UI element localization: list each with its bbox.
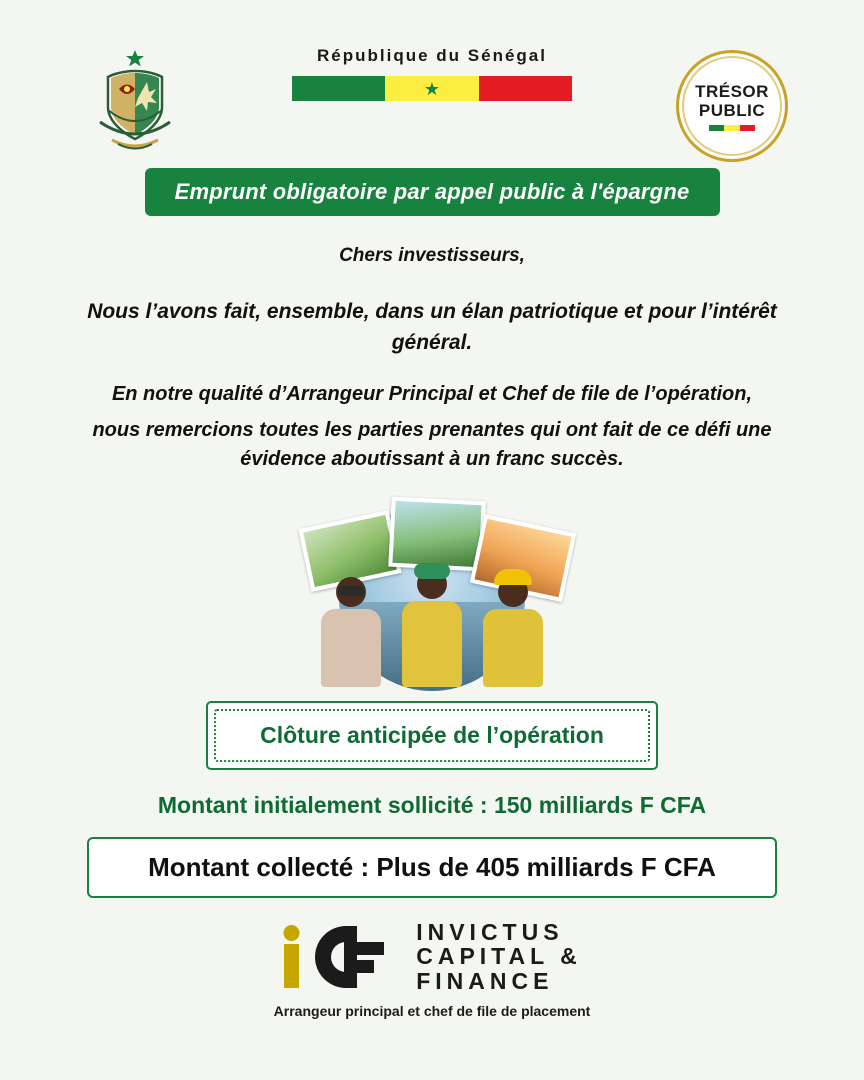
person-vr-headset [321,577,381,687]
icf-logo [282,920,582,993]
header [0,0,864,160]
footer [0,920,864,1019]
coat-of-arms-icon [88,44,182,154]
icf-logo-wordmark [416,920,582,993]
tresor-logo-line1: TRÉSOR [695,81,769,101]
senegal-flag-icon [292,76,572,101]
icf-word-invictus: INVICTUS [416,919,564,946]
country-title: République du Sénégal [317,46,547,65]
collage-people [317,569,547,687]
person-engineer [483,577,543,687]
tresor-logo-flag-icon [709,125,755,131]
amount-collected-text: Montant collecté : Plus de 405 milliards F CFA [148,852,716,883]
letter-paragraph-3: nous remercions toutes les parties prenantes qui ont fait de ce défi une évidence aboutissant à un franc succès. [92,418,772,471]
collage-photo-landscape [388,497,486,572]
image-collage [282,497,582,687]
letter-body [72,242,792,475]
closure-box [206,701,658,770]
flag-star-icon: ★ [423,78,441,99]
letter-paragraph-1: Nous l’avons fait, ensemble, dans un élan patriotique et pour l’intérêt général. [87,300,777,355]
letter-salutation: Chers investisseurs, [339,245,525,266]
icf-word-capital: CAPITAL & [416,943,582,970]
amount-collected-box [87,837,777,898]
footer-caption: Arrangeur principal et chef de file de placement [273,1002,591,1019]
banner-title: Emprunt obligatoire par appel public à l'épargne [174,179,690,204]
icf-logo-mark-icon [282,924,402,990]
icf-word-finance: FINANCE [416,967,554,994]
tresor-public-logo [676,50,788,162]
person-farmer [402,569,462,687]
letter-paragraph-2: En notre qualité d’Arrangeur Principal et Chef de file de l’opération, [111,383,753,406]
country-identity [272,46,592,101]
title-banner [145,168,720,216]
closure-text: Clôture anticipée de l’opération [260,722,604,749]
tresor-logo-line2: PUBLIC [698,100,766,120]
amount-initial: Montant initialement sollicité : 150 milliards F CFA [157,792,707,819]
closure-box-inner [214,709,650,762]
